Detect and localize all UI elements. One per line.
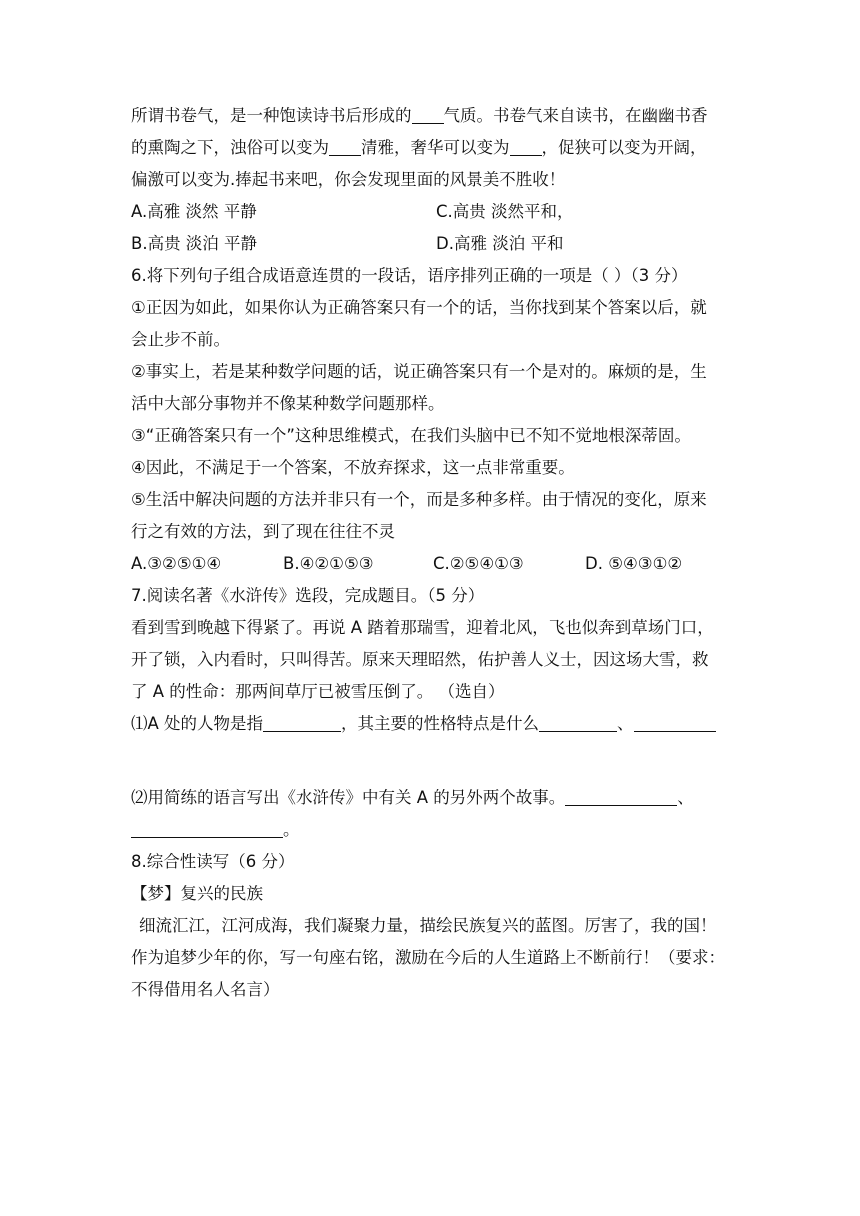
q5-options-row-1 <box>131 196 731 228</box>
q5-text: 偏激可以变为.捧起书来吧，你会发现里面的风景美不胜收！ <box>131 170 566 189</box>
option-c[interactable]: C.高贵 淡然平和， <box>436 202 574 221</box>
q7-sub-text: ，其主要的性格特点是什么 <box>341 714 540 733</box>
q7-sub-text: 。 <box>283 820 300 839</box>
option-b[interactable]: B.④②①⑤③ <box>283 554 374 573</box>
q6-title: 6.将下列句子组合成语意连贯的一段话，语序排列正确的一项是（ ）（3 分） <box>131 266 688 285</box>
q5-line-3 <box>131 164 731 196</box>
q7-sub-text: 、 <box>677 788 694 807</box>
q7-sub-text: 、 <box>617 714 634 733</box>
option-d[interactable]: D.高雅 淡泊 平和 <box>436 234 564 253</box>
answer-blank[interactable] <box>329 135 361 156</box>
q5-line-2 <box>131 132 731 164</box>
document-page <box>131 100 731 1006</box>
q8-title: 8.综合性读写（6 分） <box>131 852 295 871</box>
q7-sub-text: ⑵用简练的语言写出《水浒传》中有关 A 的另外两个故事。 <box>131 788 566 807</box>
q6-sentence-2: ②事实上，若是某种数学问题的话，说正确答案只有一个是对的。麻烦的是，生 <box>131 362 707 381</box>
q5-text: ，促狭可以变为开阔， <box>541 138 707 157</box>
option-d[interactable]: D. ⑤④③①② <box>585 554 683 573</box>
q5-text: 清雅，奢华可以变为 <box>361 138 510 157</box>
q8-paragraph-2: 作为追梦少年的你，写一句座右铭，激励在今后的人生道路上不断前行！（要求： <box>131 948 725 967</box>
q7-sub-text: ⑴A 处的人物是指 <box>131 714 264 733</box>
answer-blank[interactable] <box>131 817 283 838</box>
q5-text: 气质。书卷气来自读书，在幽幽书香 <box>443 106 708 125</box>
q6-options <box>131 548 731 580</box>
answer-blank[interactable] <box>634 711 716 732</box>
q6-sentence-2-cont: 活中大部分事物并不像某种数学问题那样。 <box>131 394 445 413</box>
option-a[interactable]: A.高雅 淡然 平静 <box>131 202 257 221</box>
q7-sub-2-cont <box>131 814 731 846</box>
q6-sentence-1-cont: 会止步不前。 <box>131 330 230 349</box>
q6-sentence-4: ④因此，不满足于一个答案，不放弃探求，这一点非常重要。 <box>131 458 575 477</box>
q6-sentence-5-cont: 行之有效的方法，到了现在往往不灵 <box>131 522 395 541</box>
q8-paragraph-3: 不得借用名人名言） <box>131 980 280 999</box>
answer-blank[interactable] <box>565 785 677 806</box>
answer-blank[interactable] <box>263 711 341 732</box>
q7-passage-3: 了 A 的性命：那两间草厅已被雪压倒了。 （选自） <box>131 682 505 701</box>
q5-options-row-2 <box>131 228 731 260</box>
q6-sentence-5: ⑤生活中解决问题的方法并非只有一个，而是多种多样。由于情况的变化，原来 <box>131 490 707 509</box>
q7-passage-2: 开了锁，入内看时，只叫得苦。原来天理昭然，佑护善人义士，因这场大雪，救 <box>131 650 709 669</box>
q8-paragraph-1: 细流汇江，江河成海，我们凝聚力量，描绘民族复兴的蓝图。厉害了，我的国！ <box>139 916 717 935</box>
option-b[interactable]: B.高贵 淡泊 平静 <box>131 234 258 253</box>
option-a[interactable]: A.③②⑤①④ <box>131 554 222 573</box>
q5-text: 的熏陶之下，浊俗可以变为 <box>131 138 329 157</box>
spacer <box>131 740 731 782</box>
answer-blank[interactable] <box>412 103 444 124</box>
q8-heading: 【梦】复兴的民族 <box>131 884 263 903</box>
q7-sub-2 <box>131 782 731 814</box>
q7-passage-1: 看到雪到晚越下得紧了。再说 A 踏着那瑞雪，迎着北风，飞也似奔到草场门口， <box>131 618 714 637</box>
q5-text: 所谓书卷气，是一种饱读诗书后形成的 <box>131 106 412 125</box>
q7-title: 7.阅读名著《水浒传》选段，完成题目。（5 分） <box>131 586 485 605</box>
q6-sentence-1: ①正因为如此，如果你认为正确答案只有一个的话，当你找到某个答案以后，就 <box>131 298 707 317</box>
q7-sub-1 <box>131 708 731 740</box>
q5-line-1 <box>131 100 731 132</box>
answer-blank[interactable] <box>539 711 617 732</box>
answer-blank[interactable] <box>510 135 542 156</box>
option-c[interactable]: C.②⑤④①③ <box>433 554 524 573</box>
q6-sentence-3: ③“正确答案只有一个”这种思维模式，在我们头脑中已不知不觉地根深蒂固。 <box>131 426 691 445</box>
